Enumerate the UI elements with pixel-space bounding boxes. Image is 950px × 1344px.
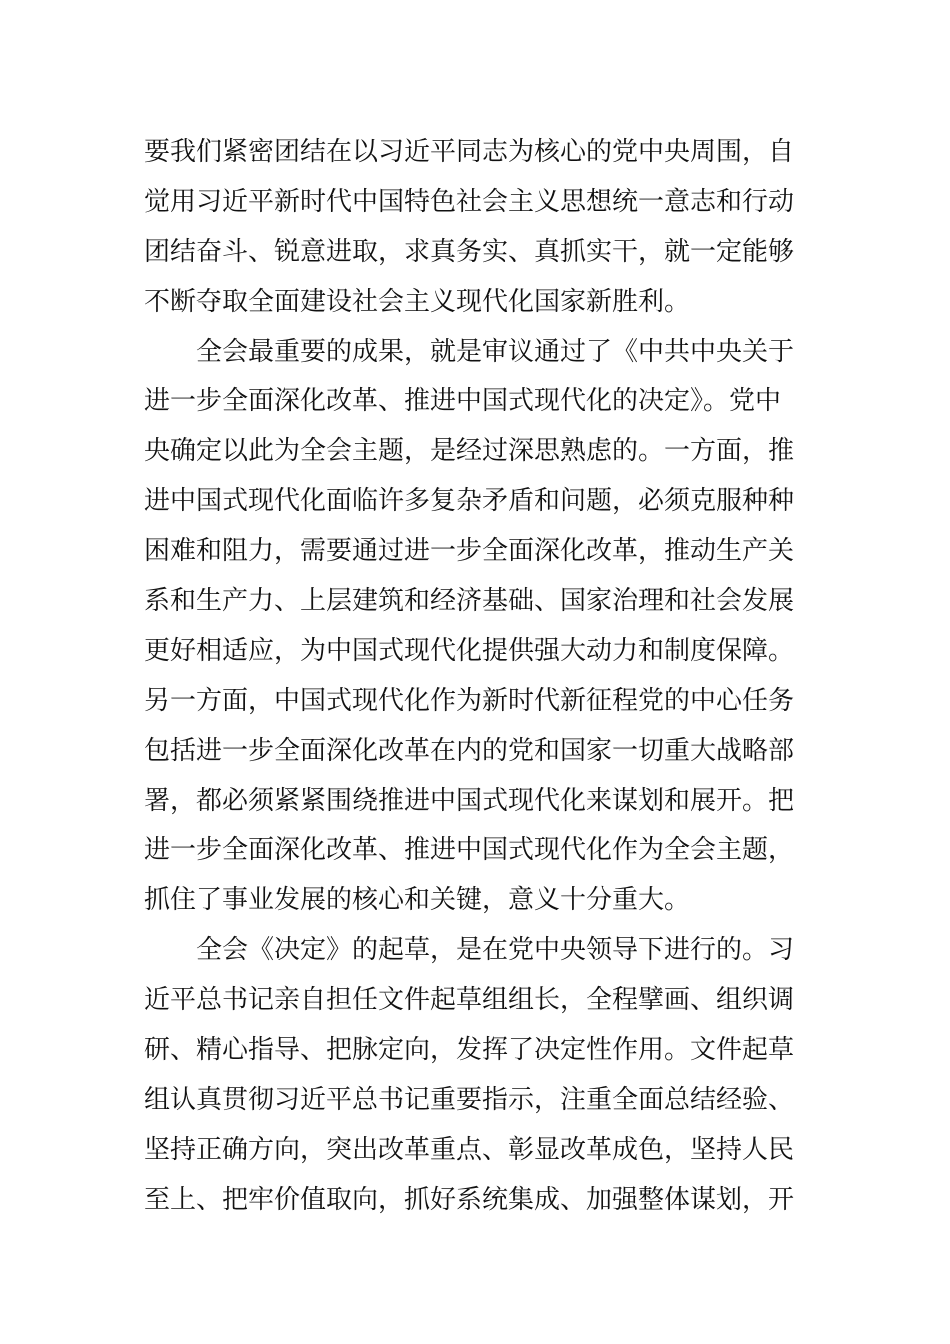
text-line: 坚持正确方向，突出改革重点、彰显改革成色，坚持人民 — [144, 1134, 795, 1165]
text-line: 困难和阻力，需要通过进一步全面深化改革，推动生产关 — [144, 536, 795, 567]
text-line: 更好相适应，为中国式现代化提供强大动力和制度保障。 — [144, 635, 795, 666]
text-line: 组认真贯彻习近平总书记重要指示，注重全面总结经验、 — [144, 1084, 795, 1115]
text-line: 要我们紧密团结在以习近平同志为核心的党中央周围，自 — [144, 137, 795, 167]
text-line: 研、精心指导、把脉定向，发挥了决定性作用。文件起草 — [144, 1035, 795, 1066]
text-line: 进中国式现代化面临许多复杂矛盾和问题，必须克服种种 — [144, 486, 795, 517]
text-line: 抓住了事业发展的核心和关键，意义十分重大。 — [144, 885, 691, 916]
text-line: 近平总书记亲自担任文件起草组组长，全程擘画、组织调 — [144, 985, 795, 1016]
body-text — [144, 128, 824, 1226]
text-line: 至上、把牢价值取向，抓好系统集成、加强整体谋划，开 — [144, 1184, 795, 1215]
text-line: 包括进一步全面深化改革在内的党和国家一切重大战略部 — [144, 735, 795, 766]
text-line: 署，都必须紧紧围绕推进中国式现代化来谋划和展开。把 — [144, 785, 795, 816]
text-line: 觉用习近平新时代中国特色社会主义思想统一意志和行动 — [144, 186, 795, 217]
text-line: 央确定以此为全会主题，是经过深思熟虑的。一方面，推 — [144, 436, 795, 467]
text-line: 进一步全面深化改革、推进中国式现代化的决定》。党中 — [144, 386, 782, 417]
text-line: 进一步全面深化改革、推进中国式现代化作为全会主题， — [144, 835, 795, 866]
paragraph-start-line: 全会最重要的成果，就是审议通过了《中共中央关于 — [144, 336, 795, 367]
text-line: 不断夺取全面建设社会主义现代化国家新胜利。 — [144, 286, 691, 317]
text-line: 另一方面，中国式现代化作为新时代新征程党的中心任务 — [144, 685, 795, 716]
text-line: 团结奋斗、锐意进取，求真务实、真抓实干，就一定能够 — [144, 236, 795, 267]
text-line: 系和生产力、上层建筑和经济基础、国家治理和社会发展 — [144, 586, 795, 617]
paragraph-start-line: 全会《决定》的起草，是在党中央领导下进行的。习 — [144, 935, 795, 966]
